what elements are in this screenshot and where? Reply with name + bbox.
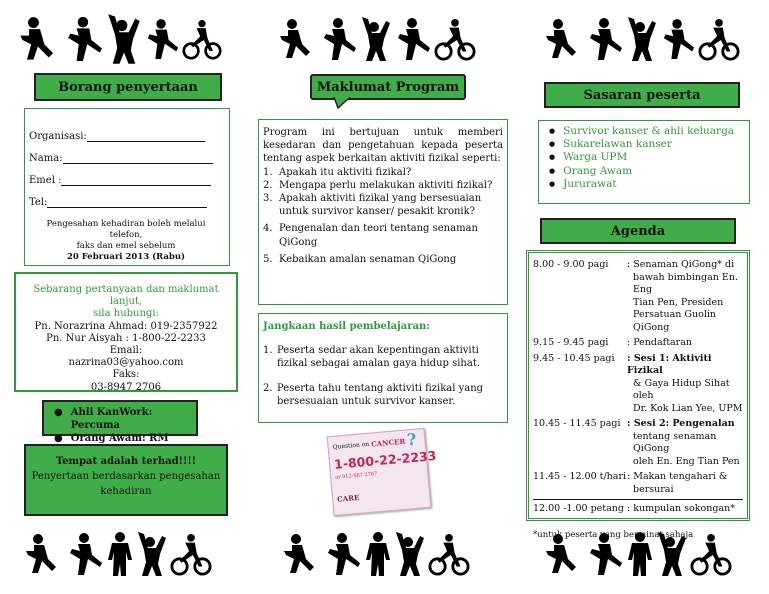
fee-text: Ahli KanWork: Percuma — [70, 407, 153, 431]
form-row-nama — [29, 153, 223, 164]
organisasi-label: Organisasi: — [29, 131, 87, 142]
program-item-text: Kebaikan amalan senaman QiGong — [279, 253, 457, 265]
program-item — [263, 253, 503, 266]
runner-icon — [282, 530, 322, 580]
callout-tail-icon — [332, 97, 352, 109]
agenda-desc-line: : Makan tengahari & — [627, 471, 728, 482]
card-phone: 1-800-22-2233 — [333, 447, 437, 472]
target-text: Sukarelawan kanser — [563, 138, 672, 151]
program-info-header: Maklumat Program — [310, 74, 466, 100]
agenda-desc-line: bawah bimbingan En. Eng — [633, 271, 739, 295]
agenda-time: 12.00 -1.00 petang — [533, 503, 624, 514]
program-item-text: Pengenalan dan teori tentang senaman QiGong — [279, 223, 478, 248]
agenda-desc-line: : Pendaftaran — [627, 337, 692, 348]
email-label: Email: — [109, 345, 143, 357]
program-item — [263, 192, 503, 218]
nama-label: Nama: — [29, 153, 63, 164]
fee-item: ● Ahli KanWork: Percuma — [54, 406, 196, 432]
cyclist-icon — [434, 16, 476, 64]
agenda-desc-line: : kumpulan sokongan* — [627, 503, 735, 514]
cancer-helpline-card — [327, 428, 437, 516]
agenda-item — [533, 418, 743, 468]
program-item-text: Apakah aktiviti fizikal yang bersesuaian untuk survivor kanser/ pesakit kronik? — [279, 193, 482, 218]
bullet-icon: ● — [549, 140, 556, 149]
agenda-desc — [627, 337, 692, 350]
tel-label: Tel: — [29, 197, 48, 208]
target-text: Survivor kanser & ahli keluarga — [563, 125, 735, 137]
program-item — [263, 222, 503, 248]
notice-title: Tempat adalah terhad!!!! — [55, 456, 197, 467]
agenda-desc — [627, 259, 743, 334]
agenda-desc-line: Persatuan Guolin QiGong — [633, 309, 717, 333]
target-text: Orang Awam — [563, 164, 633, 177]
agenda-item — [533, 353, 743, 416]
kicker-icon — [394, 16, 432, 64]
contact-line: Pn. Norazrina Ahmad: 019-2357922 — [34, 320, 218, 332]
registration-header: Borang penyertaan — [34, 73, 222, 101]
program-intro: Program ini bertujuan untuk memberi kesedaran dan pengetahuan kepada peserta tentang aspek berkaitan aktiviti fizikal seperti: — [263, 127, 503, 165]
notice-line: kehadiran — [100, 486, 152, 497]
agenda-time: 11.45 - 12.00 t/hari — [533, 471, 627, 482]
cyclist-icon — [170, 530, 212, 580]
jumper-icon — [106, 14, 142, 64]
agenda-desc — [627, 418, 743, 468]
jumper-icon — [360, 14, 392, 64]
kicker-icon — [320, 16, 358, 64]
agenda-footnote: *untuk peserta yang berminat sahaja — [533, 529, 694, 540]
form-row-organisasi — [29, 131, 223, 142]
outcomes-title: Jangkaan hasil pembelajaran: — [263, 321, 430, 332]
kicker-icon — [144, 16, 180, 64]
program-item-number: 4. — [263, 223, 273, 235]
agenda-desc-line: : Sesi 1: Aktiviti Fizikal — [627, 352, 712, 376]
agenda-desc-line: Dr. Kok Lian Yee, UPM — [633, 402, 743, 414]
fee-item: ● Orang Awam: RM — [54, 432, 196, 458]
program-list — [263, 166, 503, 266]
program-info-box — [258, 119, 508, 305]
agenda-desc-line: : Senaman QiGong* di — [627, 259, 735, 270]
agenda-time: 9.15 - 9.45 pagi — [533, 337, 609, 348]
agenda-item — [533, 259, 743, 334]
cyclist-icon — [182, 16, 222, 64]
confirmation-note — [29, 219, 223, 263]
outcome-item-number: 1. — [263, 345, 273, 356]
program-item — [263, 179, 503, 192]
outcome-item — [263, 382, 503, 408]
program-item-number: 2. — [263, 179, 273, 191]
outcome-item-number: 2. — [263, 383, 273, 394]
agenda-time: 8.00 - 9.00 pagi — [533, 259, 609, 270]
outcome-item-text: Peserta sedar akan kepentingan aktiviti fizikal sebagai amalan gaya hidup sihat. — [277, 345, 481, 369]
agenda-time: 10.45 - 11.45 pagi — [533, 418, 621, 429]
target-text: Warga UPM — [563, 151, 628, 164]
form-row-tel — [29, 197, 223, 208]
outcome-item — [263, 344, 503, 370]
standing-figure-icon — [364, 528, 392, 580]
cyclist-icon — [428, 530, 470, 580]
kicker-icon — [586, 16, 624, 64]
agenda-desc-line: oleh En. Eng Tian Pen — [633, 455, 740, 467]
jumper-icon — [626, 14, 658, 64]
form-row-emel — [29, 175, 223, 186]
outcome-list — [263, 344, 503, 408]
agenda-item — [533, 471, 743, 496]
agenda-desc — [627, 471, 727, 496]
question-mark-icon: ? — [406, 429, 418, 450]
notice-box — [24, 444, 228, 516]
emel-field[interactable] — [61, 176, 211, 186]
kicker-icon — [66, 530, 104, 580]
bullet-icon: ● — [549, 127, 556, 135]
target-text: Jururawat — [563, 177, 617, 190]
contact-intro: sila hubungi: — [93, 308, 159, 320]
program-item-text: Apakah itu aktiviti fizikal? — [279, 166, 412, 178]
runner-icon — [24, 530, 64, 580]
runner-icon — [544, 16, 584, 64]
runner-icon — [278, 16, 318, 64]
registration-form — [24, 108, 230, 266]
program-item-number: 1. — [263, 166, 273, 178]
bullet-icon: ● — [549, 153, 556, 162]
agenda-time: 9.45 - 10.45 pagi — [533, 352, 615, 364]
agenda-item — [533, 499, 743, 516]
card-question-text: Question on — [332, 440, 370, 451]
agenda-desc-line: : Sesi 2: Pengenalan — [627, 418, 735, 429]
target-list-box — [538, 120, 750, 204]
card-cancer-text: CANCER — [370, 436, 406, 449]
program-item — [263, 166, 503, 179]
target-item — [549, 125, 749, 138]
target-list — [549, 125, 749, 191]
target-item — [549, 138, 749, 151]
cyclist-icon — [698, 16, 740, 64]
kicker-icon — [324, 530, 362, 580]
silhouette-strip-bottom-middle — [282, 528, 470, 580]
nama-field[interactable] — [63, 154, 213, 164]
agenda-list — [533, 259, 743, 516]
card-logo: CARE — [336, 492, 360, 504]
target-item — [549, 178, 749, 191]
contact-intro: Sebarang pertanyaan dan maklumat lanjut, — [33, 284, 219, 308]
program-item-number: 5. — [263, 253, 273, 265]
kicker-icon — [64, 16, 104, 64]
jumper-icon — [394, 528, 426, 580]
agenda-desc-line: tentang senaman QiGong — [633, 430, 717, 454]
bullet-icon: ● — [549, 179, 556, 188]
contact-box — [14, 272, 238, 392]
note-line: faks dan emel sebelum — [76, 241, 176, 251]
program-item-text: Mengapa perlu melakukan aktiviti fizikal? — [279, 179, 493, 191]
learning-outcomes-box — [258, 313, 508, 423]
fax-value: 03-8947 2706 — [90, 381, 162, 393]
silhouette-strip-bottom-left — [24, 528, 212, 580]
card-sub: or 012-987 2767 — [335, 471, 378, 481]
note-line: Pengesahan kehadiran boleh melalui telefon, — [46, 219, 206, 240]
agenda-desc-line: bersurai — [633, 483, 674, 495]
agenda-box — [526, 250, 750, 540]
silhouette-strip-top-left — [18, 14, 222, 64]
agenda-desc-line: Tian Pen, Presiden — [633, 296, 724, 308]
target-item — [549, 151, 749, 164]
kicker-icon — [660, 16, 696, 64]
silhouette-strip-top-right — [544, 14, 740, 64]
agenda-desc-line: & Gaya Hidup Sihat oleh — [633, 377, 730, 401]
organisasi-field[interactable] — [87, 132, 205, 142]
runner-icon — [18, 16, 62, 64]
fax-label: Faks: — [112, 369, 140, 381]
notice-line: Penyertaan berdasarkan pengesahan — [31, 471, 221, 482]
program-item-number: 3. — [263, 193, 273, 205]
contact-line: Pn. Nur Aisyah : 1-800-22-2233 — [46, 332, 206, 344]
email-value[interactable]: nazrina03@yahoo.com — [68, 357, 184, 369]
outcome-item-text: Peserta tahu tentang aktiviti fizikal yang bersesuaian untuk survivor kanser. — [277, 383, 484, 407]
deadline: 20 Februari 2013 (Rabu) — [66, 252, 186, 262]
bullet-icon: ● — [549, 166, 556, 175]
target-item — [549, 165, 749, 178]
agenda-item — [533, 337, 743, 350]
fees-box — [42, 400, 198, 444]
emel-label: Emel : — [29, 175, 62, 186]
agenda-desc — [627, 503, 735, 516]
agenda-desc — [627, 353, 743, 416]
agenda-header: Agenda — [540, 218, 736, 244]
fee-text: Orang Awam: RM — [70, 433, 169, 444]
target-participants-header: Sasaran peserta — [544, 82, 740, 108]
jumper-icon — [136, 528, 168, 580]
silhouette-strip-top-middle — [278, 14, 476, 64]
standing-figure-icon — [106, 528, 134, 580]
tel-field[interactable] — [47, 198, 207, 208]
